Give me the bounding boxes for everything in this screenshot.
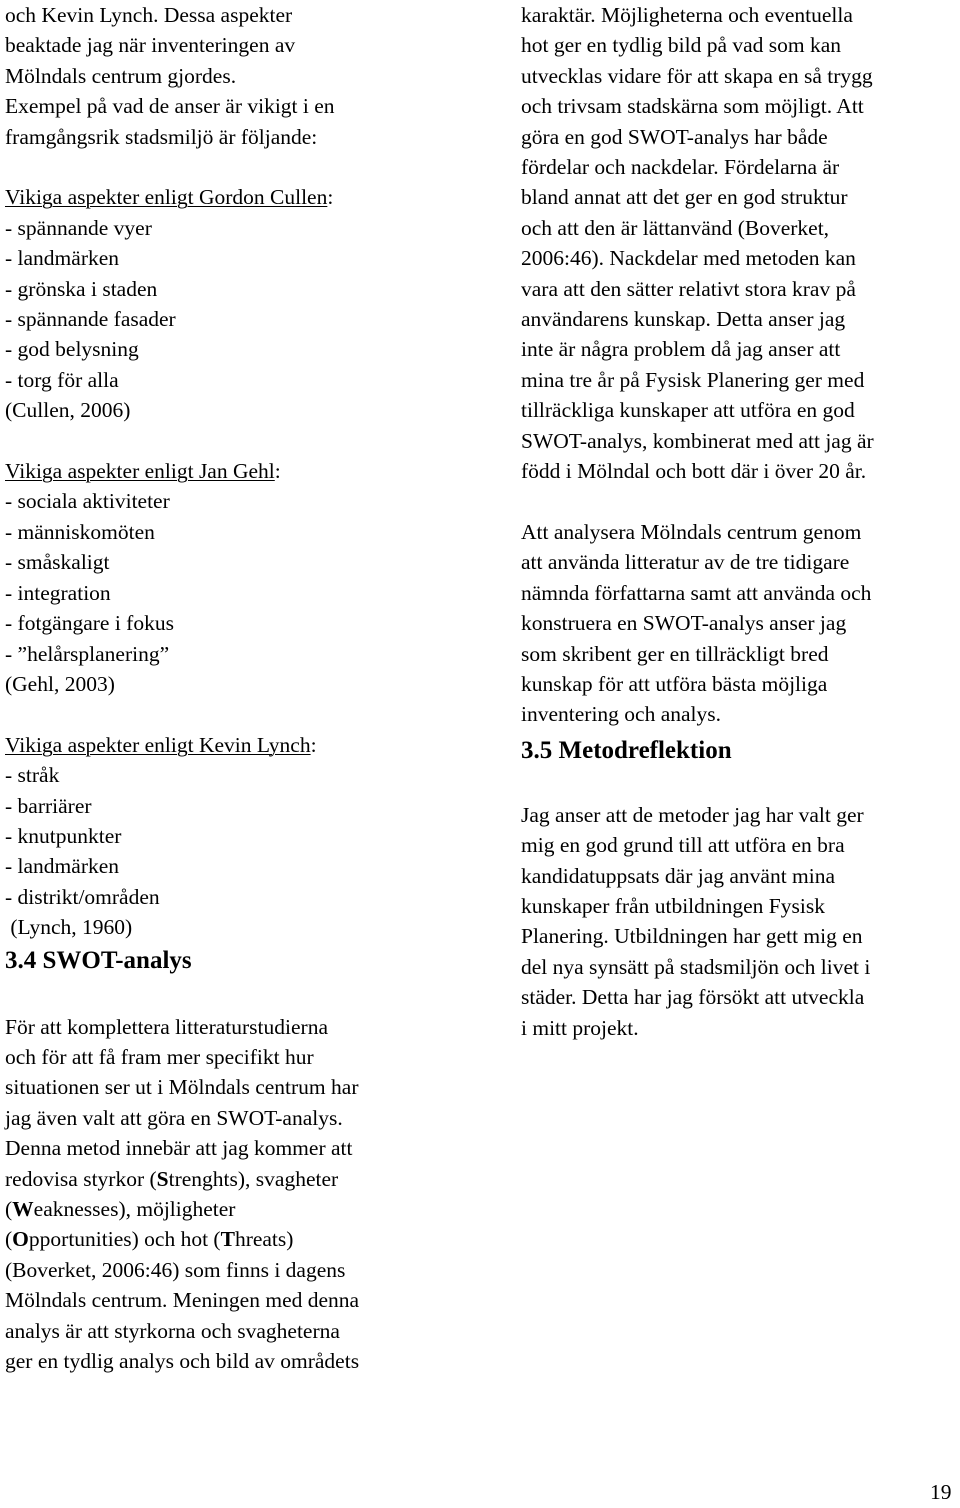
swot-continuation-paragraph bbox=[521, 0, 959, 487]
text-line: Exempel på vad de anser är vikigt i en bbox=[5, 94, 335, 119]
analysis-paragraph bbox=[521, 517, 959, 730]
text-line: vara att den sätter relativt stora krav på bbox=[521, 276, 856, 301]
text-line bbox=[5, 1133, 455, 1163]
lynch-list bbox=[5, 760, 455, 912]
gehl-title: Vikiga aspekter enligt Jan Gehl: bbox=[5, 459, 281, 484]
lynch-citation: (Lynch, 1960) bbox=[5, 915, 133, 940]
text-line bbox=[5, 1285, 455, 1315]
page-number: 19 bbox=[930, 1480, 952, 1504]
text-line: Planering. Utbildningen har gett mig en bbox=[521, 924, 863, 949]
text-line: kunskaper från utbildningen Fysisk bbox=[521, 893, 825, 918]
text-line bbox=[5, 1072, 455, 1102]
text-line: nämnda författarna samt att använda och bbox=[521, 580, 872, 605]
lynch-section bbox=[5, 730, 455, 943]
text-line bbox=[5, 1346, 455, 1376]
text-run: analys är att styrkorna och svagheterna bbox=[5, 1318, 340, 1343]
text-run: ( bbox=[5, 1227, 13, 1252]
text-run: eaknesses), möjligheter bbox=[33, 1196, 236, 1221]
text-line: i mitt projekt. bbox=[521, 1015, 639, 1040]
text-line: - ”helårsplanering” bbox=[5, 641, 170, 666]
text-line: karaktär. Möjligheterna och eventuella bbox=[521, 3, 853, 27]
left-column bbox=[5, 0, 455, 1376]
text-run: Mölndals centrum. Meningen med denna bbox=[5, 1288, 360, 1313]
text-run: (Boverket, 2006:46) som finns i dagens bbox=[5, 1257, 346, 1282]
text-run: redovisa styrkor ( bbox=[5, 1166, 157, 1191]
text-line: städer. Detta har jag försökt att utveckla bbox=[521, 985, 865, 1010]
text-line bbox=[5, 1103, 455, 1133]
lynch-title: Vikiga aspekter enligt Kevin Lynch: bbox=[5, 732, 317, 757]
text-line: kunskap för att utföra bästa möjliga bbox=[521, 671, 828, 696]
text-line: del nya synsätt på stadsmiljön och livet i bbox=[521, 954, 871, 979]
text-line: hot ger en tydlig bild på vad som kan bbox=[521, 33, 842, 58]
text-line: - fotgängare i fokus bbox=[5, 611, 174, 636]
text-line: och Kevin Lynch. Dessa aspekter bbox=[5, 3, 293, 27]
gehl-citation: (Gehl, 2003) bbox=[5, 671, 115, 696]
text-line: inte är några problem då jag anser att bbox=[521, 337, 841, 362]
text-line: Mölndals centrum gjordes. bbox=[5, 63, 237, 88]
text-line: användarens kunskap. Detta anser jag bbox=[521, 307, 846, 332]
text-run: trenghts), svagheter bbox=[168, 1166, 339, 1191]
text-line bbox=[5, 1012, 455, 1042]
method-reflection-heading: 3.5 Metodreflektion bbox=[521, 736, 732, 764]
bold-initial: O bbox=[12, 1227, 29, 1252]
text-line: - landmärken bbox=[5, 246, 120, 271]
text-line: och trivsam stadskärna som möjligt. Att bbox=[521, 94, 864, 119]
text-line: mina tre år på Fysisk Planering ger med bbox=[521, 367, 865, 392]
text-run: För att komplettera litteraturstudierna bbox=[5, 1014, 328, 1039]
bold-initial: T bbox=[220, 1227, 235, 1252]
text-line: - barriärer bbox=[5, 793, 92, 818]
text-line: SWOT-analys, kombinerat med att jag är bbox=[521, 428, 874, 453]
text-line: framgångsrik stadsmiljö är följande: bbox=[5, 124, 318, 149]
text-run: ( bbox=[5, 1196, 13, 1221]
text-line bbox=[5, 1224, 455, 1254]
text-line: bland annat att det ger en god struktur bbox=[521, 185, 848, 210]
text-line: kandidatuppsats där jag använt mina bbox=[521, 863, 836, 888]
text-line: göra en god SWOT-analys har både bbox=[521, 124, 828, 149]
text-run: situationen ser ut i Mölndals centrum har bbox=[5, 1075, 359, 1100]
method-reflection-paragraph bbox=[521, 800, 959, 1043]
swot-paragraph bbox=[5, 1012, 455, 1377]
intro-paragraph bbox=[5, 0, 455, 152]
text-run: Denna metod innebär att jag kommer att bbox=[5, 1136, 353, 1161]
text-line: - spännande fasader bbox=[5, 307, 176, 332]
text-line bbox=[5, 1316, 455, 1346]
cullen-citation: (Cullen, 2006) bbox=[5, 398, 131, 423]
text-line: och att den är lättanvänd (Boverket, bbox=[521, 215, 830, 240]
text-line: 2006:46). Nackdelar med metoden kan bbox=[521, 246, 856, 271]
text-line: - landmärken bbox=[5, 854, 120, 879]
text-line bbox=[5, 1164, 455, 1194]
text-line bbox=[5, 1255, 455, 1285]
text-line: - integration bbox=[5, 580, 111, 605]
swot-heading: 3.4 SWOT-analys bbox=[5, 946, 192, 974]
text-run: och för att få fram mer specifikt hur bbox=[5, 1044, 314, 1069]
text-line: - knutpunkter bbox=[5, 823, 122, 848]
cullen-section bbox=[5, 182, 455, 425]
text-run: pportunities) och hot ( bbox=[28, 1227, 221, 1252]
text-line: - sociala aktiviteter bbox=[5, 489, 170, 514]
text-line: Att analysera Mölndals centrum genom bbox=[521, 519, 862, 544]
text-line: beaktade jag när inventeringen av bbox=[5, 33, 296, 58]
text-run: hreats) bbox=[234, 1227, 294, 1252]
bold-initial: W bbox=[12, 1196, 34, 1221]
text-line: mig en god grund till att utföra en bra bbox=[521, 833, 845, 858]
text-line: fördelar och nackdelar. Fördelarna är bbox=[521, 155, 840, 180]
cullen-title: Vikiga aspekter enligt Gordon Cullen: bbox=[5, 185, 334, 210]
right-column bbox=[521, 0, 959, 1043]
text-line: Jag anser att de metoder jag har valt ger bbox=[521, 802, 864, 827]
text-line: född i Mölndal och bott där i över 20 år. bbox=[521, 459, 867, 484]
text-line: tillräckliga kunskaper att utföra en god bbox=[521, 398, 855, 423]
text-line: - distrikt/områden bbox=[5, 884, 160, 909]
gehl-list bbox=[5, 486, 455, 668]
cullen-list bbox=[5, 213, 455, 395]
text-line: - småskaligt bbox=[5, 550, 110, 575]
text-line: att använda litteratur av de tre tidigare bbox=[521, 550, 850, 575]
text-line: - torg för alla bbox=[5, 367, 119, 392]
text-line bbox=[5, 1042, 455, 1072]
text-line: - stråk bbox=[5, 763, 60, 788]
text-run: jag även valt att göra en SWOT-analys. bbox=[5, 1105, 343, 1130]
text-run: ger en tydlig analys och bild av områdets bbox=[5, 1349, 360, 1374]
gehl-section bbox=[5, 456, 455, 699]
text-line: - människomöten bbox=[5, 519, 155, 544]
text-line: inventering och analys. bbox=[521, 702, 722, 727]
text-line: konstruera en SWOT-analys anser jag bbox=[521, 611, 847, 636]
text-line bbox=[5, 1194, 455, 1224]
bold-initial: S bbox=[156, 1166, 169, 1191]
text-line: utvecklas vidare för att skapa en så trygg bbox=[521, 63, 873, 88]
text-line: - spännande vyer bbox=[5, 215, 152, 240]
text-line: - god belysning bbox=[5, 337, 139, 362]
text-line: som skribent ger en tillräckligt bred bbox=[521, 641, 829, 666]
text-line: - grönska i staden bbox=[5, 276, 158, 301]
